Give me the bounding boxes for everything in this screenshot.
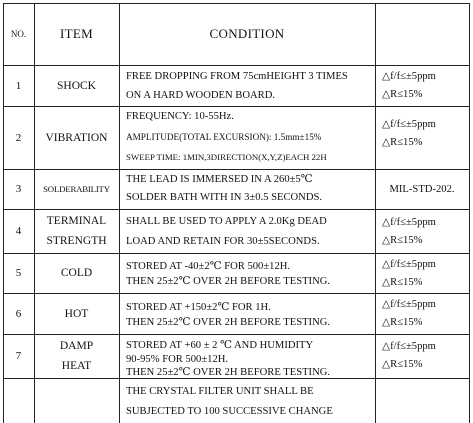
header-no: NO. (10, 29, 27, 39)
test-conditions-table (3, 3, 470, 423)
row-number: 5 (15, 267, 22, 279)
item-line: TERMINAL (46, 215, 107, 227)
condition-line: THEN 25±2℃ OVER 2H BEFORE TESTING. (126, 276, 331, 287)
item-name: SHOCK (57, 79, 96, 92)
condition-line: THE LEAD IS IMMERSED IN A 260±5℃ (126, 174, 313, 185)
header-result (375, 3, 469, 65)
result-text (375, 254, 469, 293)
resistance-tolerance: △R≤15% (382, 277, 423, 288)
item-line: HEAT (61, 360, 92, 372)
condition-text (119, 107, 375, 169)
frequency-tolerance: △f/f≤±5ppm (382, 341, 436, 352)
condition-line: SHALL BE USED TO APPLY A 2.0Kg DEAD (126, 216, 327, 227)
condition-text (119, 294, 375, 334)
condition-line: AMPLITUDE(TOTAL EXCURSION): 1.5mm±15% (126, 132, 322, 142)
condition-line: SOLDER BATH WITH IN 3±0.5 SECONDS. (126, 192, 323, 203)
row-number: 3 (15, 183, 22, 195)
item-line: STRENGTH (46, 235, 107, 247)
condition-line: LOAD AND RETAIN FOR 30±5SECONDS. (126, 236, 320, 247)
condition-line: STORED AT -40±2℃ FOR 500±12H. (126, 261, 291, 272)
result-text (375, 210, 469, 253)
frequency-tolerance: △f/f≤±5ppm (382, 259, 436, 270)
condition-line: SWEEP TIME: 1MIN,3DIRECTION(X,Y,Z)EACH 22H (126, 152, 327, 162)
condition-text (119, 379, 375, 423)
condition-line: 90-95% FOR 500±12H. (126, 353, 229, 365)
row-number: 2 (15, 131, 22, 144)
resistance-tolerance: △R≤15% (382, 137, 423, 148)
condition-line: SUBJECTED TO 100 SUCCESSIVE CHANGE (126, 406, 333, 417)
resistance-tolerance: △R≤15% (382, 359, 423, 370)
condition-line: FREQUENCY: 10-55Hz. (126, 111, 234, 122)
item-name: HOT (64, 307, 89, 320)
frequency-tolerance: △f/f≤±5ppm (382, 299, 436, 310)
condition-text (119, 335, 375, 378)
condition-line: STORED AT +60 ± 2 ℃ AND HUMIDITY (126, 340, 314, 351)
condition-text (119, 66, 375, 106)
item-name: SOLDERABILITY (43, 184, 110, 194)
item-name (34, 334, 119, 378)
condition-line: ON A HARD WOODEN BOARD. (126, 90, 276, 101)
result-text (375, 107, 469, 169)
item-name (34, 209, 119, 253)
condition-text (119, 254, 375, 293)
condition-text (119, 210, 375, 253)
header-item: ITEM (60, 26, 93, 41)
table-border-right (469, 3, 470, 423)
resistance-tolerance: △R≤15% (382, 89, 423, 100)
condition-line: THE CRYSTAL FILTER UNIT SHALL BE (126, 386, 314, 397)
item-line: DAMP (59, 340, 94, 352)
resistance-tolerance: △R≤15% (382, 317, 423, 328)
row-number: 7 (15, 350, 22, 362)
frequency-tolerance: △f/f≤±5ppm (382, 71, 436, 82)
condition-line: STORED AT +150±2℃ FOR 1H. (126, 302, 271, 313)
condition-line: THEN 25±2℃ OVER 2H BEFORE TESTING. (126, 367, 331, 378)
item-name: VIBRATION (45, 131, 108, 144)
condition-text (119, 170, 375, 209)
frequency-tolerance: △f/f≤±5ppm (382, 217, 436, 228)
row-number: 1 (15, 79, 22, 92)
header-condition: CONDITION (209, 26, 285, 41)
row-number: 6 (15, 307, 22, 320)
row-number: 4 (15, 225, 22, 237)
frequency-tolerance: △f/f≤±5ppm (382, 119, 436, 130)
condition-line: FREE DROPPING FROM 75cmHEIGHT 3 TIMES (126, 71, 348, 82)
result-text (375, 66, 469, 106)
item-name: COLD (60, 267, 93, 279)
result-text (375, 294, 469, 334)
result-standard: MIL-STD-202. (389, 183, 455, 195)
result-text (375, 335, 469, 378)
resistance-tolerance: △R≤15% (382, 235, 423, 246)
condition-line: THEN 25±2℃ OVER 2H BEFORE TESTING. (126, 317, 331, 328)
